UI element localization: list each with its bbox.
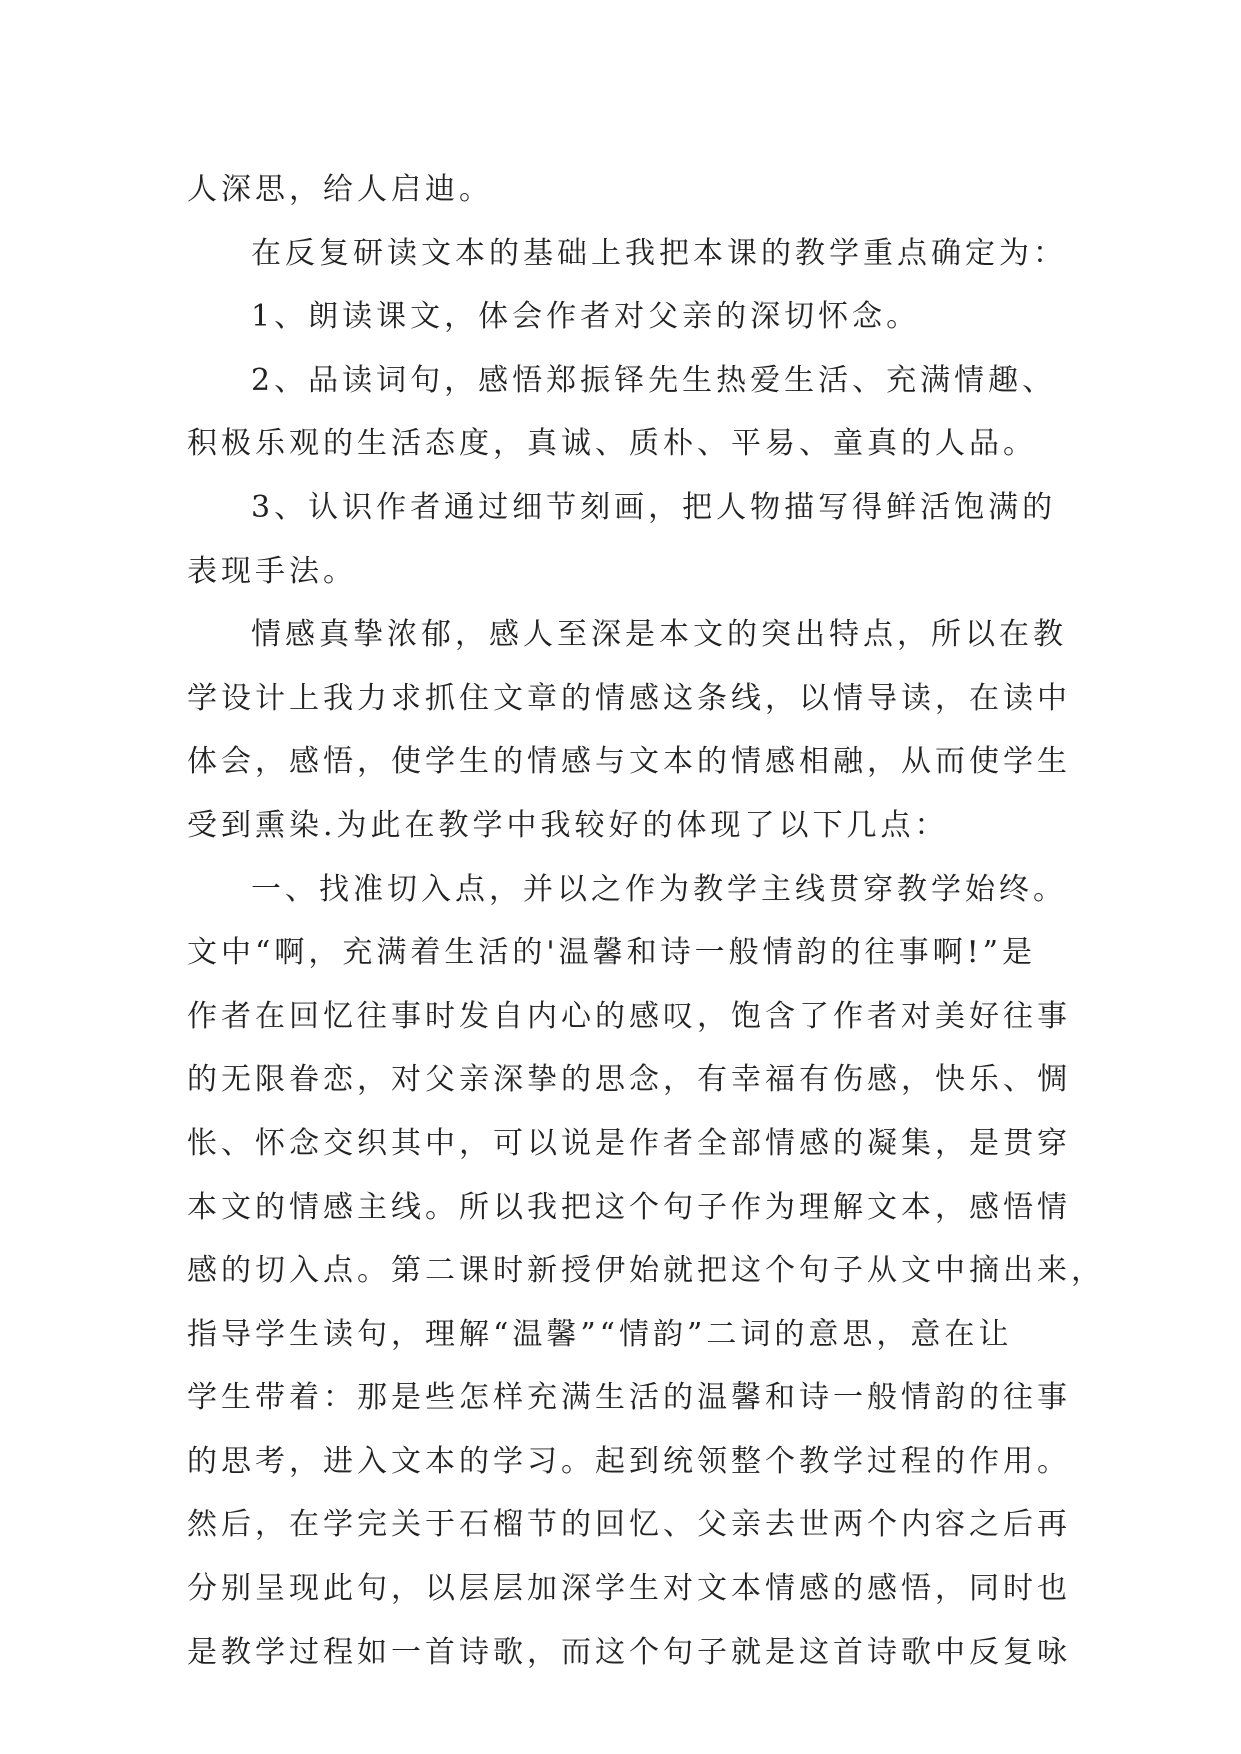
text-line: 情感真挚浓郁，感人至深是本文的突出特点，所以在教	[251, 617, 1067, 653]
text-line: 人深思，给人启迪。	[187, 172, 493, 207]
text-line: 的思考，进入文本的学习。起到统领整个教学过程的作用。	[187, 1443, 1071, 1479]
text-line: 分别呈现此句，以层层加深学生对文本情感的感悟，同时也	[187, 1571, 1071, 1607]
text-line: 受到熏染.为此在教学中我较好的体现了以下几点：	[187, 807, 949, 843]
text-line: 表现手法。	[187, 553, 357, 589]
text-line: 学设计上我力求抓住文章的情感这条线，以情导读，在读中	[187, 680, 1071, 716]
text-line: 一、找准切入点，并以之作为教学主线贯穿教学始终。	[251, 871, 1067, 907]
text-line: 2、品读词句，感悟郑振铎先生热爱生活、充满情趣、	[251, 362, 1057, 398]
text-line: 然后，在学完关于石榴节的回忆、父亲去世两个内容之后再	[187, 1507, 1071, 1543]
text-line: 1、朗读课文，体会作者对父亲的深切怀念。	[251, 299, 921, 335]
text-line: 文中“啊，充满着生活的'温馨和诗一般情韵的往事啊!”是	[187, 935, 1036, 971]
text-line: 感的切入点。第二课时新授伊始就把这个句子从文中摘出来，	[187, 1253, 1105, 1289]
text-line: 体会，感悟，使学生的情感与文本的情感相融，从而使学生	[187, 744, 1071, 780]
text-line: 学生带着：那是些怎样充满生活的温馨和诗一般情韵的往事	[187, 1380, 1071, 1416]
text-line: 的无限眷恋，对父亲深挚的思念，有幸福有伤感，快乐、惆	[187, 1062, 1071, 1098]
text-line: 怅、怀念交织其中，可以说是作者全部情感的凝集，是贯穿	[187, 1125, 1071, 1161]
document-body	[187, 158, 1105, 1684]
text-line: 积极乐观的生活态度，真诚、质朴、平易、童真的人品。	[187, 426, 1037, 462]
text-line: 本文的情感主线。所以我把这个句子作为理解文本，感悟情	[187, 1189, 1071, 1225]
text-line: 在反复研读文本的基础上我把本课的教学重点确定为：	[251, 235, 1067, 271]
text-line: 指导学生读句，理解“温馨”“情韵”二词的意思，意在让	[187, 1316, 1013, 1352]
text-line: 作者在回忆往事时发自内心的感叹，饱含了作者对美好往事	[187, 998, 1071, 1034]
text-line: 3、认识作者通过细节刻画，把人物描写得鲜活饱满的	[251, 489, 1057, 525]
text-line: 是教学过程如一首诗歌，而这个句子就是这首诗歌中反复咏	[187, 1634, 1071, 1670]
